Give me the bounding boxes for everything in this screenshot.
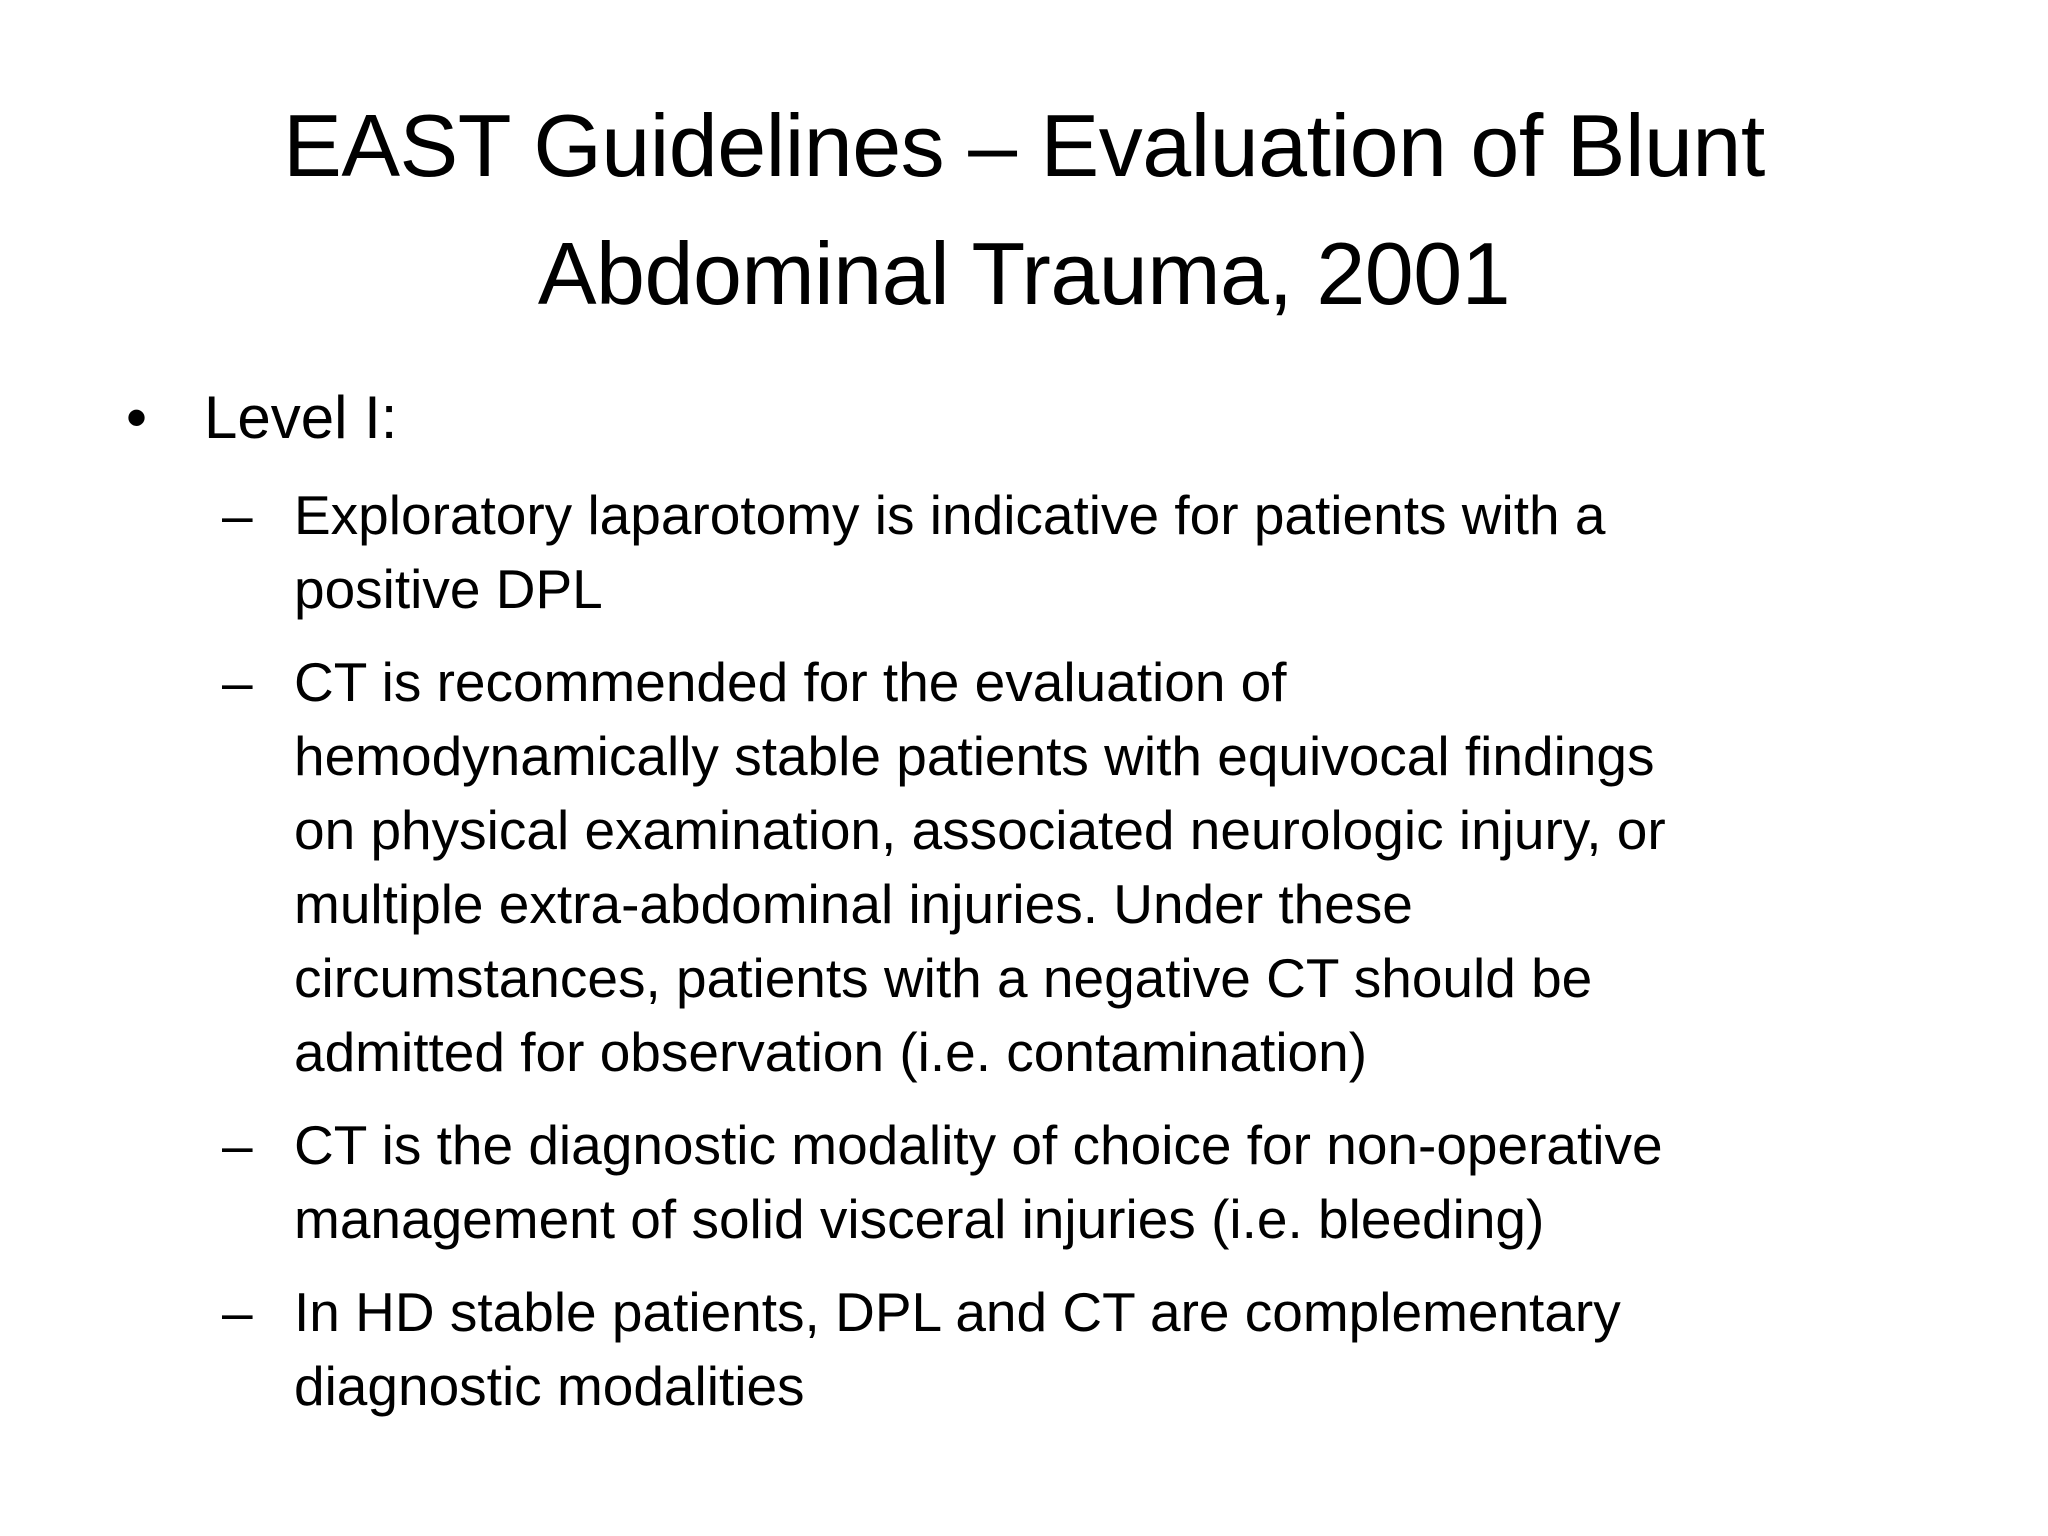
slide-title-line-2: Abdominal Trauma, 2001 (537, 224, 1511, 323)
slide-title-line-1: EAST Guidelines – Evaluation of Blunt (283, 96, 1765, 195)
guideline-item-hd-stable (222, 1275, 1902, 1423)
guideline-item-laparotomy (222, 478, 1902, 626)
dash-bullet-icon: – (222, 484, 253, 546)
item-text-line: positive DPL (294, 558, 603, 620)
item-text-line: diagnostic modalities (294, 1355, 805, 1417)
item-text-line: CT is recommended for the evaluation of (294, 651, 1287, 713)
item-text-line: multiple extra-abdominal injuries. Under these (294, 873, 1413, 935)
item-text-line: In HD stable patients, DPL and CT are complementary (294, 1281, 1621, 1343)
guideline-list (222, 478, 1902, 1442)
slide-title (100, 82, 1948, 338)
guideline-item-ct-modality (222, 1108, 1902, 1256)
level-label: Level I: (204, 384, 398, 451)
item-text-line: on physical examination, associated neurologic injury, or (294, 799, 1666, 861)
item-text-line: circumstances, patients with a negative CT should be (294, 947, 1593, 1009)
item-text-line: management of solid visceral injuries (i.e. bleeding) (294, 1188, 1545, 1250)
bullet-dot-icon: • (126, 384, 148, 451)
dash-bullet-icon: – (222, 1114, 253, 1176)
item-text-line: hemodynamically stable patients with equivocal findings (294, 725, 1655, 787)
guideline-item-ct-recommended (222, 645, 1902, 1089)
dash-bullet-icon: – (222, 1281, 253, 1343)
item-text-line: admitted for observation (i.e. contamination) (294, 1021, 1368, 1083)
item-text-line: Exploratory laparotomy is indicative for patients with a (294, 484, 1606, 546)
item-text-line: CT is the diagnostic modality of choice for non-operative (294, 1114, 1663, 1176)
dash-bullet-icon: – (222, 651, 253, 713)
